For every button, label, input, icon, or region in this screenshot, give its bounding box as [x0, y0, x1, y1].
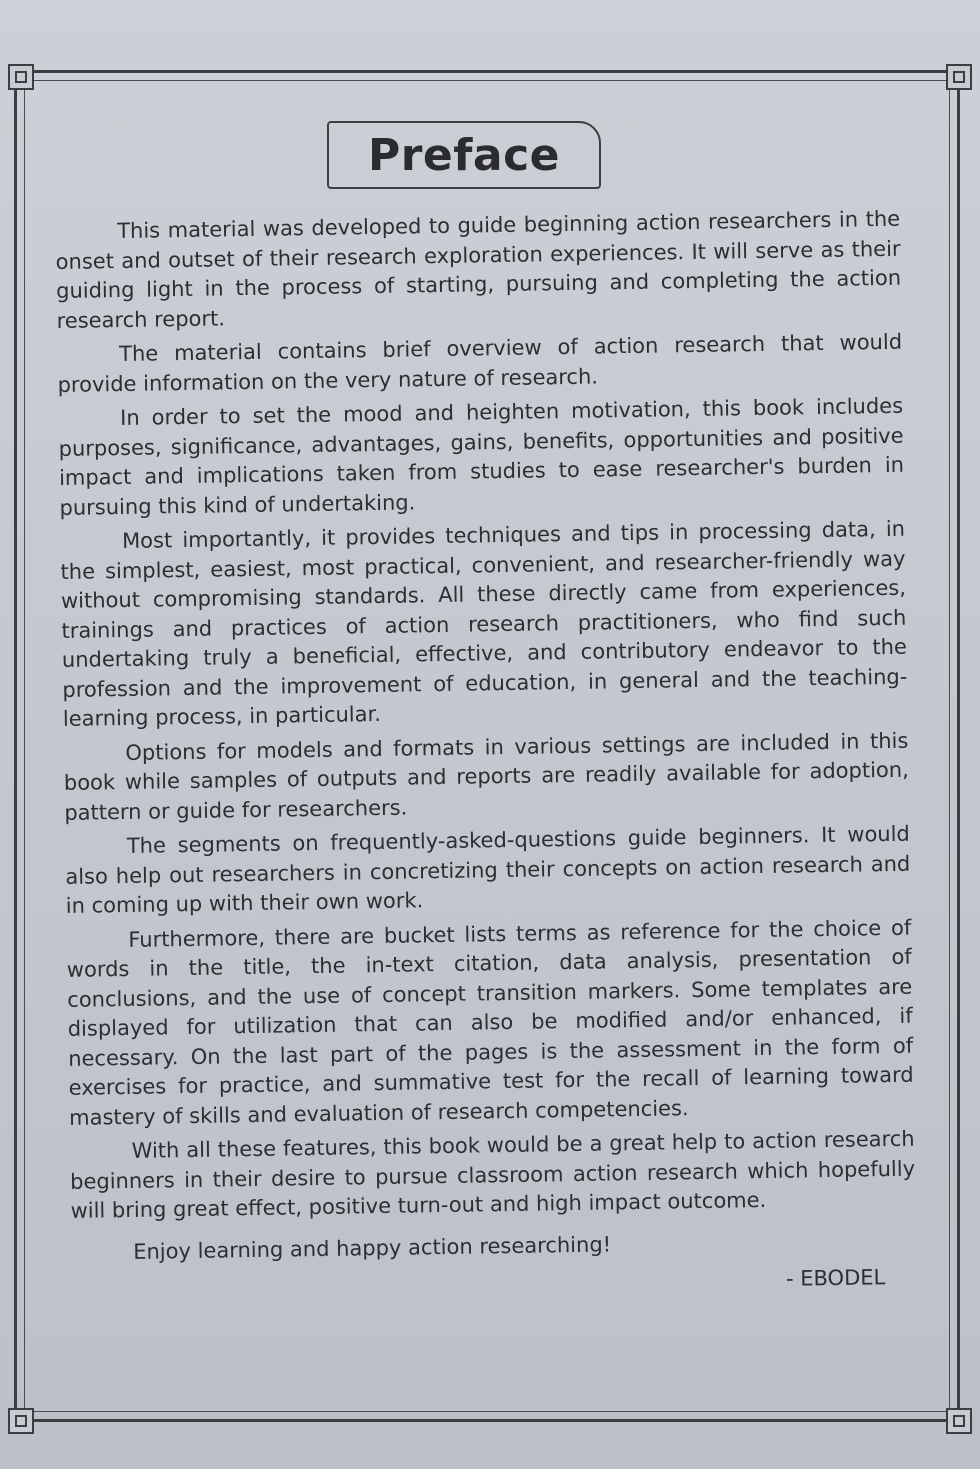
- paragraph-3: In order to set the mood and heighten motivation, this book includes purposes, significance, advantages, gains, benefits, opportunities and positive impact and implications taken from studies to ease researcher's burden in pursuing this kind of undertaking.: [58, 393, 905, 520]
- paragraph-2: The material contains brief overview of action research that would provide information on the very nature of research.: [57, 329, 903, 397]
- paragraph-6: The segments on frequently-asked-questions guide beginners. It would also help out researchers in concretizing their concepts on action research and in coming up with their own work.: [65, 821, 911, 918]
- corner-ornament-bottom-left: [8, 1408, 34, 1434]
- paragraph-4: Most importantly, it provides techniques and tips in processing data, in the simplest, easiest, most practical, convenient, and researcher-friendly way without compromising standards. All these directly came from experiences, trainings and practices of action research practitioners, who find such undertaking truly a beneficial, effective, and contributory endeavor to the profession and the improvement of education, in general and the teaching-learning process, in particular.: [60, 516, 908, 731]
- corner-ornament-top-right: [946, 64, 972, 90]
- paragraph-1: This material was developed to guide beginning action researchers in the onset and outset of their research exploration experiences. It will serve as their guiding light in the process of starting, pursuing and completing the action research report.: [55, 206, 902, 333]
- paragraph-5: Options for models and formats in various settings are included in this book while samples of outputs and reports are readily available for adoption, pattern or guide for researchers.: [63, 728, 909, 825]
- author-signature: - EBODEL: [785, 1265, 886, 1291]
- paragraph-8: With all these features, this book would be a great help to action research beginners in their desire to pursue classroom action research which hopefully will bring great effect, positive turn-out and high impact outcome.: [69, 1126, 916, 1223]
- closing-line: Enjoy learning and happy action researching!: [133, 1231, 612, 1264]
- corner-ornament-top-left: [8, 64, 34, 90]
- page-title: Preface: [367, 129, 561, 181]
- preface-body: [55, 205, 916, 1273]
- title-box: [327, 121, 601, 189]
- corner-ornament-bottom-right: [946, 1408, 972, 1434]
- paragraph-7: Furthermore, there are bucket lists terms as reference for the choice of words in the title, the in-text citation, data analysis, presentation of conclusions, and the use of concept transition markers. Some templates are displayed for utilization that can also be modified and/or enhanced, if necessary. On the last part of the pages is the assessment in the form of exercises for practice, and summative test for the recall of learning toward mastery of skills and evaluation of research competencies.: [66, 915, 914, 1130]
